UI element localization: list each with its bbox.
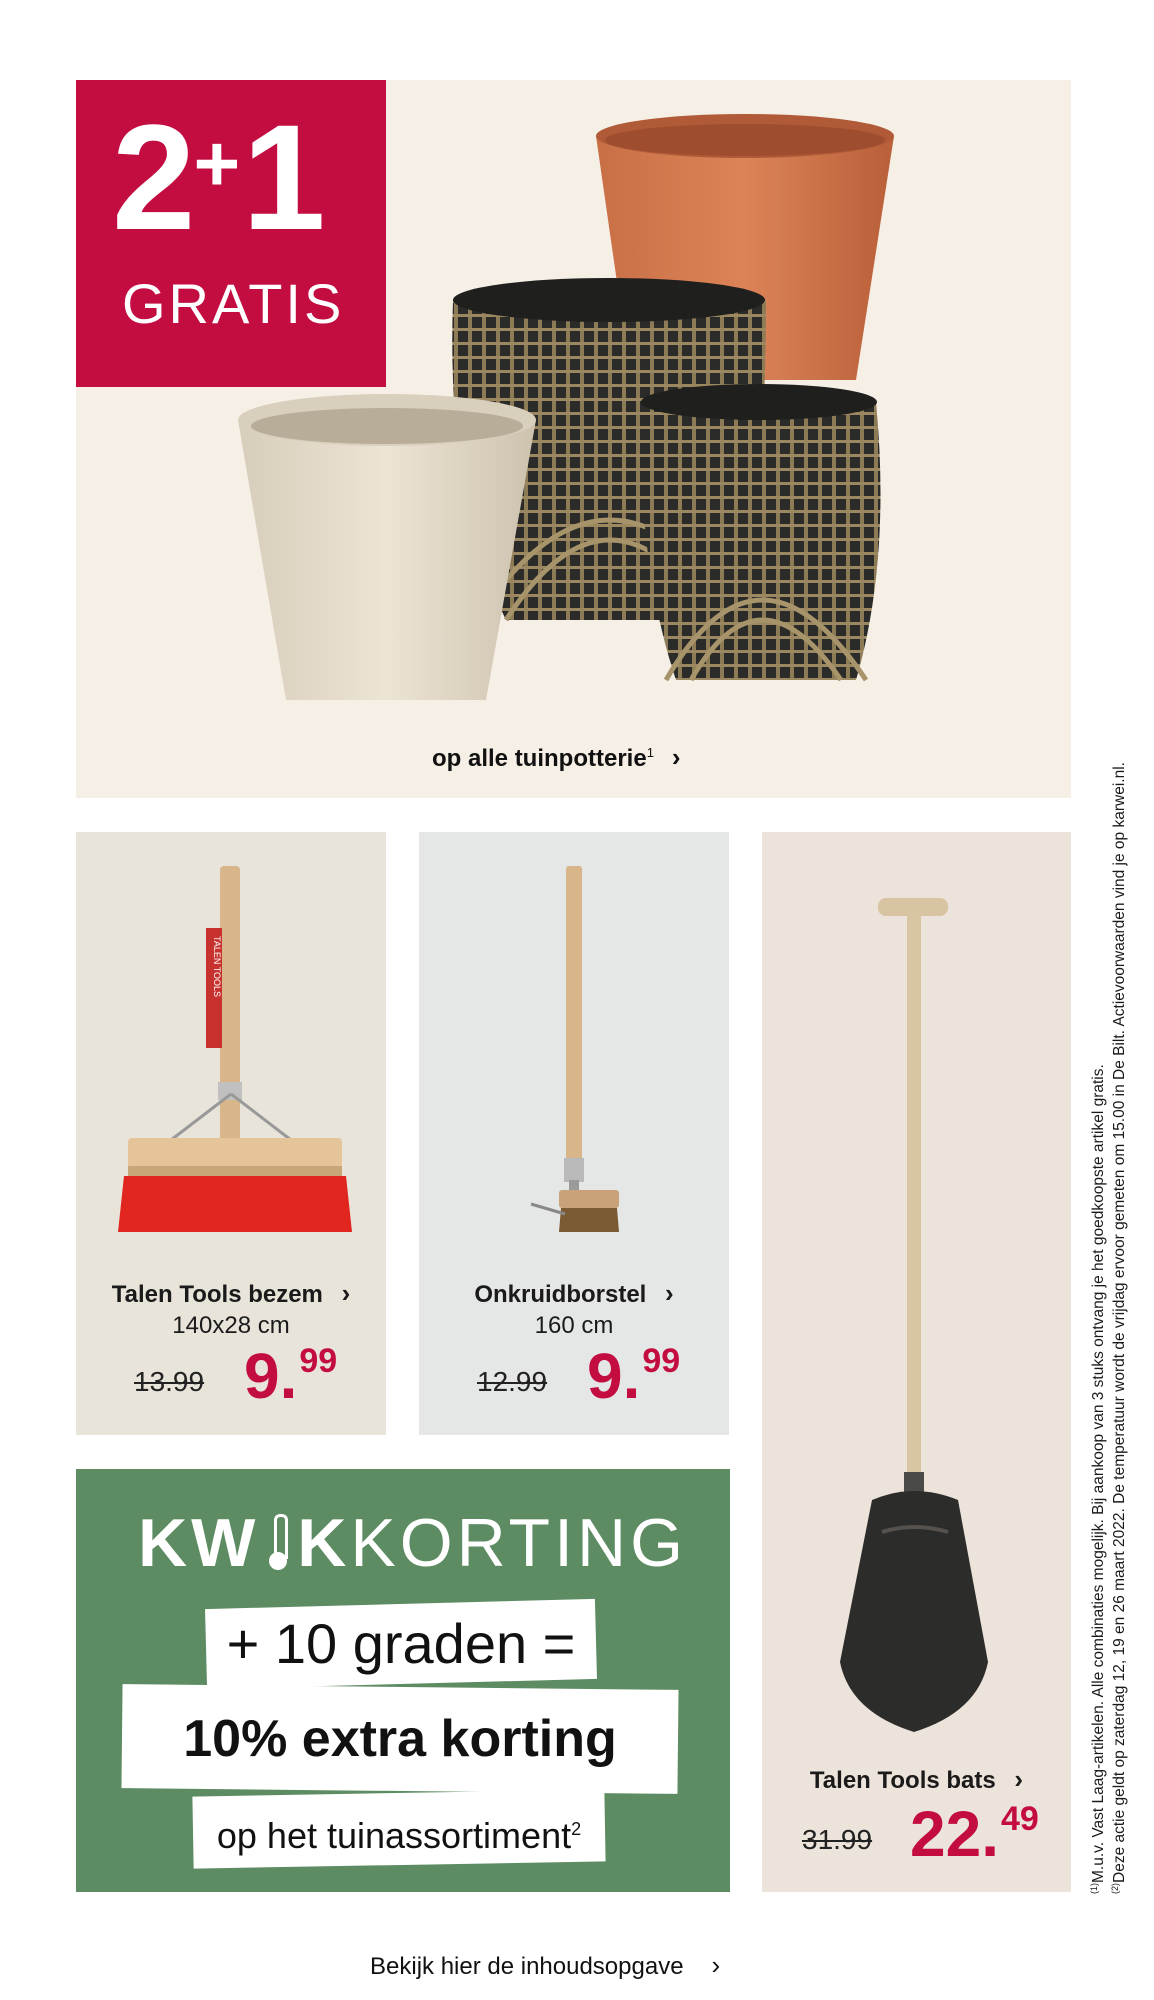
product-name-row — [419, 1278, 729, 1309]
rattan-basket-small — [641, 384, 881, 680]
kwik-discount: 10% extra korting — [183, 1710, 617, 1768]
promo-plus: + — [193, 119, 241, 208]
product-name: Talen Tools bezem — [111, 1281, 323, 1308]
spade-image — [762, 832, 1071, 1812]
promo-badge — [76, 80, 386, 387]
old-price: 13.99 — [134, 1366, 205, 1397]
footnote-2: $^{(2)}$Deze actie geldt op zaterdag 12, 19 en 26 maart 2022. De temperatuur wordt de vrijdag ervoor gemeten om 15.00 in De Bilt. Actievoorwaarden vind je op karwei.nl. — [1110, 762, 1129, 1894]
old-price: 31.99 — [802, 1824, 873, 1855]
toc-link-text: Bekijk hier de inhoudsopgave — [370, 1953, 684, 1980]
logo-text: K — [297, 1505, 351, 1581]
product-size: 140x28 cm — [172, 1312, 290, 1339]
footnote-marker: (1) — [1089, 1883, 1099, 1894]
all-garden-pottery-link[interactable] — [432, 742, 681, 773]
thermometer-icon — [263, 1514, 293, 1570]
chevron-right-icon: › — [341, 1278, 351, 1308]
old-price: 12.99 — [477, 1366, 548, 1397]
product-name-row — [762, 1764, 1071, 1795]
product-name: Talen Tools bats — [809, 1767, 996, 1794]
promo-free-label: GRATIS — [122, 272, 345, 335]
chevron-right-icon: › — [1014, 1764, 1024, 1794]
kwik-condition: + 10 graden = — [226, 1612, 576, 1675]
logo-text: KORTING — [350, 1505, 687, 1581]
hero-link-text: op alle tuinpotterie$^1$ — [432, 745, 654, 772]
weed-brush-image — [419, 832, 729, 1252]
table-of-contents-link[interactable] — [370, 1950, 720, 1981]
product-name: Onkruidborstel — [474, 1281, 647, 1308]
broom-image — [76, 832, 386, 1252]
kwik-korting-banner[interactable] — [76, 1469, 730, 1892]
footnote-marker: 2 — [571, 1819, 582, 1839]
chevron-right-icon: › — [671, 742, 681, 772]
product-card-spade[interactable] — [762, 832, 1071, 1892]
product-name-row — [76, 1278, 386, 1309]
disclaimer-text — [1086, 584, 1128, 1894]
stone-pot — [238, 394, 536, 700]
brand-label: TALEN TOOLS — [212, 936, 222, 998]
new-price: 22.49 — [910, 1798, 1039, 1870]
product-card-weed-brush[interactable] — [419, 832, 729, 1435]
product-card-broom[interactable] — [76, 832, 386, 1435]
new-price: 9.99 — [244, 1340, 338, 1412]
kwik-korting-logo — [138, 1505, 687, 1581]
promo-number: 1 — [242, 93, 322, 261]
promo-deal — [112, 93, 322, 261]
logo-text: KW — [138, 1505, 260, 1581]
product-size: 160 cm — [534, 1312, 614, 1339]
chevron-right-icon: › — [665, 1278, 674, 1308]
footnote-1: $^{(1)}$M.u.v. Vast Laag-artikelen. Alle combinaties mogelijk. Bij aankoop van 3 stuks ontvang je het goedkoopste artikel gratis. — [1089, 1064, 1108, 1894]
kwik-scope: op het tuinassortiment$^2$ — [216, 1815, 582, 1856]
hero-banner[interactable] — [76, 80, 1071, 798]
new-price: 9.99 — [587, 1340, 681, 1412]
promo-number: 2 — [112, 93, 192, 261]
footnote-marker: 1 — [646, 745, 654, 760]
chevron-right-icon: › — [711, 1950, 721, 1980]
footnote-marker: (2) — [1110, 1883, 1121, 1894]
